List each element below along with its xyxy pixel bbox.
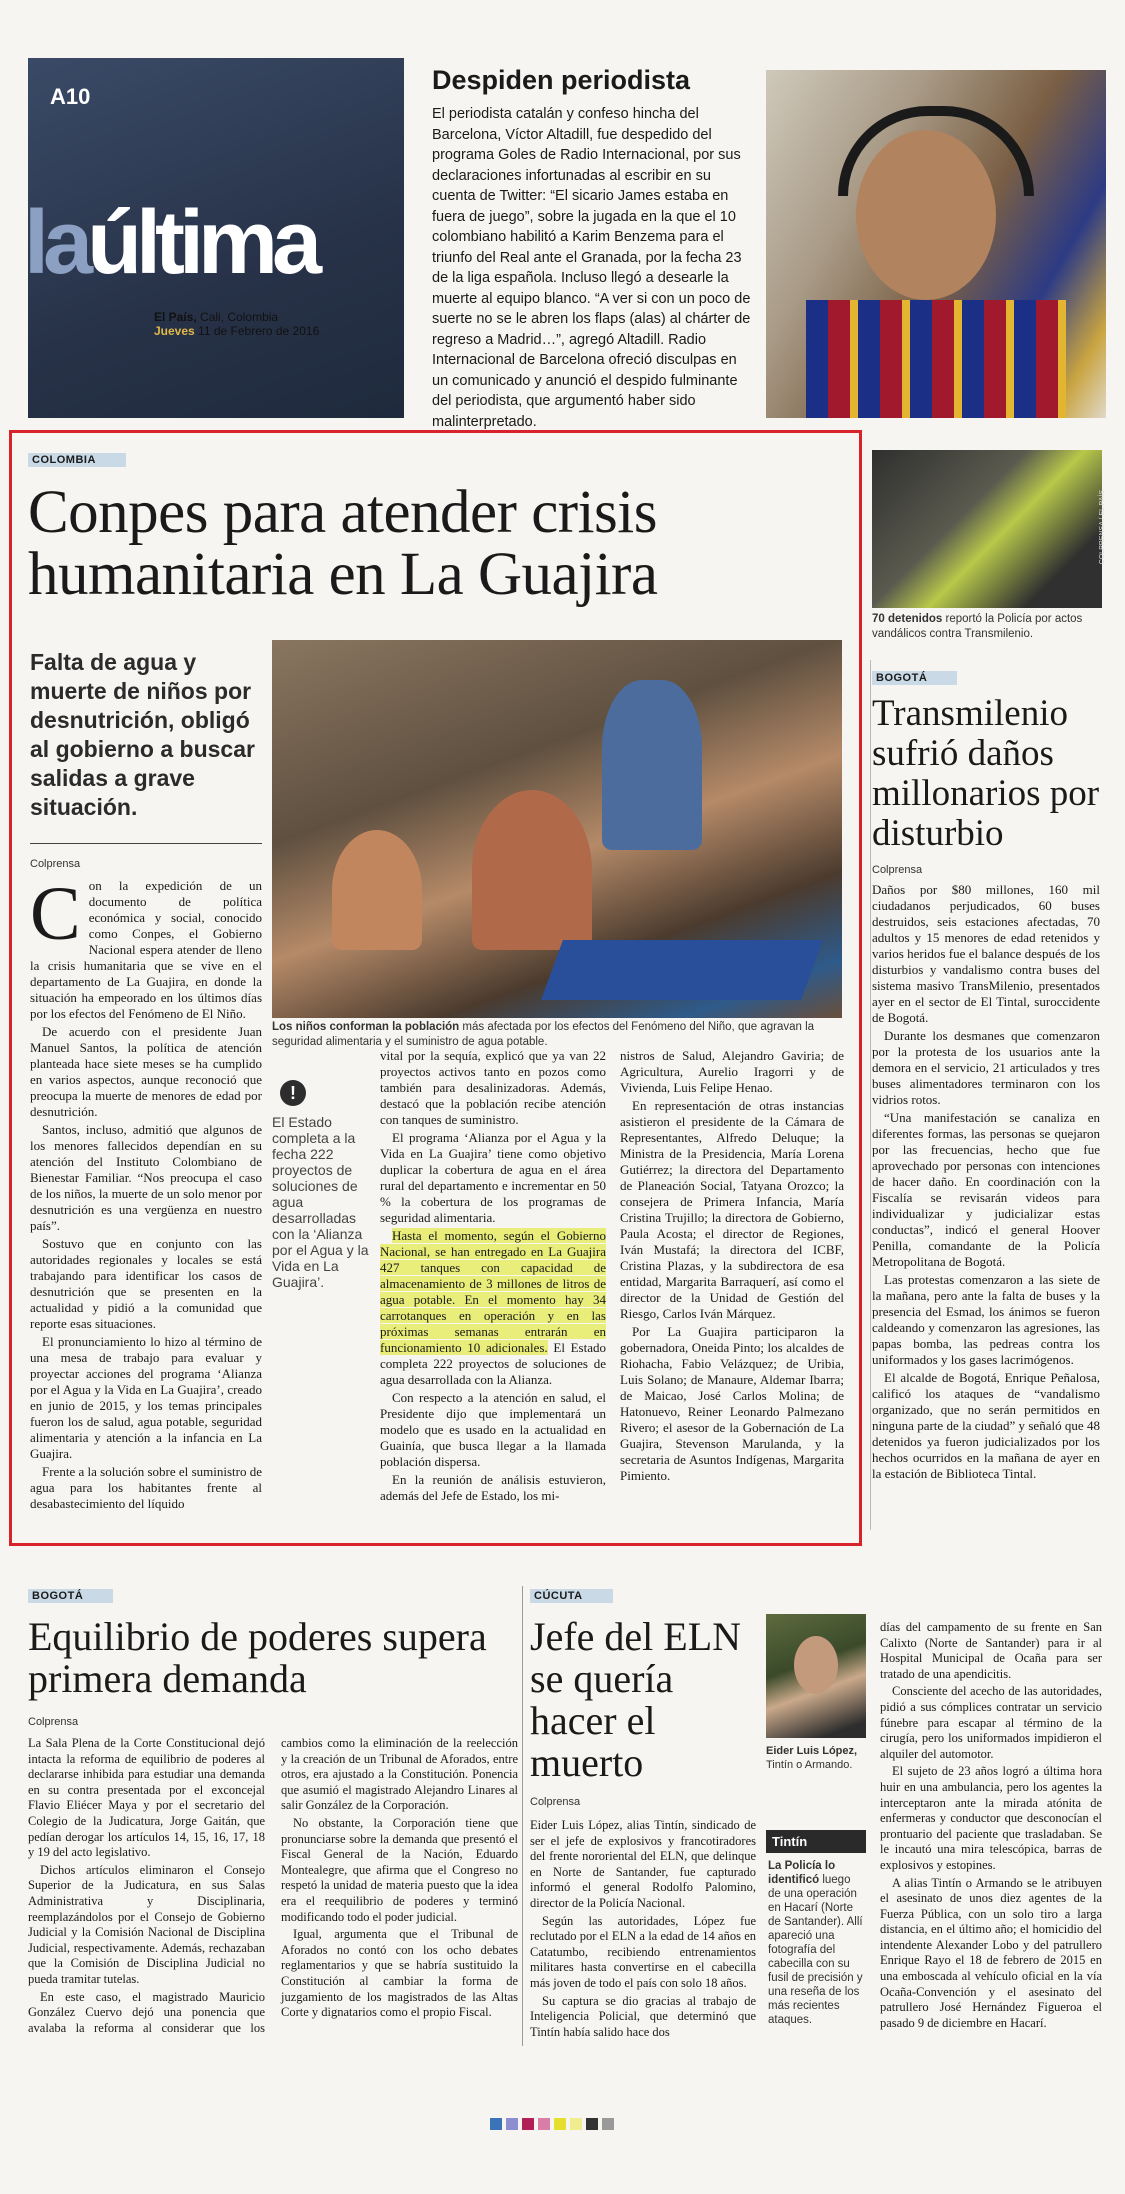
swatch bbox=[490, 2118, 502, 2130]
paragraph: Frente a la solución sobre el suministro de agua para los habitantes frente al desabastecimiento del líquido bbox=[30, 1464, 262, 1511]
paragraph: Dichos artículos eliminaron el Consejo Superior de la Judicatura, en sus Salas Administrativa y Disciplinaria, reemplazándolos por el Consejo de Gobierno Judicial y la Comisión Nacional de Disciplina Judicial, respectivamente. Además, rechazaban que la Comisión de Disciplina Judicial no pueda tramitar tutelas. bbox=[28, 1862, 265, 1986]
transmilenio-byline: Colprensa bbox=[872, 864, 923, 876]
paragraph: No obstante, la Corporación tiene que pronunciarse sobre la demanda que presentó el Fiscal General de la Nación, Eduardo Montealegre, que afirma que el Congreso no respetó la unidad de materia puesto que la idea era el reequilibrio de poderes y terminó modificando todo el poder judicial. bbox=[281, 1815, 518, 1924]
paragraph: Por La Guajira participaron la gobernadora, Oneida Pinto; los alcaldes de Riohacha, Fabio Velázquez; de Uribia, Luis Solano; de Manaure, Aldemar Ibarra; de Maicao, José Carlos Molina; de Hatonuevo, Reiner Leonardo Palmezano Rivero; el asesor de la Gobernación de La Guajira, Stevenson Marulanda, y la secretaria de Asuntos Indígenas, Margarita Pimiento. bbox=[620, 1324, 844, 1483]
infobox-text: luego de una operación en Hacarí (Norte de Santander). Allí apareció una fotografía del cabecilla con su fusil de precisión y una reseña de los más recientes ataques. bbox=[768, 1874, 863, 2026]
kicker-bogota: BOGOTÁ bbox=[872, 671, 957, 685]
paragraph: Las protestas comenzaron a las siete de la mañana, pero ante la falta de buses y la presencia del Esmad, los ánimos se fueron caldeando y comenzaron las agresiones, las papas bomba, las pedreas contra los uniformados y los gases lacrimógenos. bbox=[872, 1272, 1100, 1367]
eln-byline: Colprensa bbox=[530, 1796, 581, 1808]
top-story-photo bbox=[766, 70, 1106, 418]
eln-caption-bold: Eider Luis López, bbox=[766, 1745, 858, 1757]
paper-name: El País, bbox=[154, 310, 197, 324]
color-registration-bar bbox=[490, 2118, 614, 2130]
side-photo-caption-text: reportó la Policía por actos vandálicos contra Transmilenio. bbox=[872, 613, 1083, 640]
eln-headline: Jefe del ELN se quería hacer el muerto bbox=[530, 1614, 742, 1785]
eln-story bbox=[530, 1586, 760, 1784]
top-story bbox=[432, 64, 756, 432]
top-story-title: Despiden periodista bbox=[432, 65, 691, 95]
paragraph: La Sala Plena de la Corte Constitucional dejó intacta la reforma de equilibrio de poderes al declararse inhibida para estudiar una demanda en su contra presentada por el exconcejal Flavio Eliécer Maya y por el secretario del Colegio de la Judicatura, Jorge Gaitán, que pedían derogar los artículos 14, 15, 16, 17, 18 y 19 del acto legislativo. bbox=[28, 1736, 265, 1860]
section-logo-ultima: última bbox=[87, 193, 317, 293]
photo-credit: COLPRENSA / EL PAÍS bbox=[1099, 490, 1106, 565]
main-photo-caption-text: más afectada por los efectos del Fenómeno del Niño, que agravan la seguridad alimentaria y el suministro de agua potable. bbox=[272, 1021, 815, 1048]
equilibrio-story bbox=[28, 1586, 518, 2126]
main-story bbox=[28, 450, 848, 606]
paragraph: nistros de Salud, Alejandro Gaviria; de Agricultura, Aurelio Iragorri y de Vivienda, Luis Felipe Henao. bbox=[620, 1048, 844, 1095]
equilibrio-headline: Equilibrio de poderes supera primera demanda bbox=[28, 1614, 487, 1701]
swatch bbox=[538, 2118, 550, 2130]
city: Cali, Colombia bbox=[200, 310, 279, 324]
paragraph: Con respecto a la atención en salud, el Presidente dijo que implementará un modelo que es usado en la actualidad en Guainía, que busca llegar a la llamada población dispersa. bbox=[380, 1390, 606, 1469]
paragraph: En la reunión de análisis estuvieron, además del Jefe de Estado, los mi- bbox=[380, 1472, 606, 1503]
masthead-dateline bbox=[154, 310, 319, 338]
main-headline: Conpes para atender crisis humanitaria en La Guajira bbox=[28, 479, 658, 608]
paragraph: Igual, argumenta que el Tribunal de Aforados no contó con los ocho debates reglamentarios y que se habría sustituido la Constitución al cambiar la forma de juzgamiento de los magistrados de las Altas Corte y dignatarios como el propio Fiscal. bbox=[281, 1927, 518, 2020]
main-byline: Colprensa bbox=[30, 858, 81, 870]
paragraph: Durante los desmanes que comenzaron por la protesta de los usuarios ante la demora en el servicio, 21 articulados y tres buses alimentadores terminaron con los vidrios rotos. bbox=[872, 1028, 1100, 1107]
main-photo-caption bbox=[272, 1020, 840, 1050]
eln-photo bbox=[766, 1614, 866, 1738]
eln-col-2 bbox=[880, 1620, 1102, 2033]
transmilenio-headline: Transmilenio sufrió daños millonarios por disturbio bbox=[872, 693, 1100, 854]
deck-rule bbox=[30, 843, 262, 844]
side-photo-caption bbox=[872, 612, 1098, 642]
transmilenio-body bbox=[872, 882, 1100, 1482]
section-logo-la: la bbox=[24, 193, 88, 293]
paragraph: Eider Luis López, alias Tintín, sindicado de ser el jefe de explosivos y francotiradores del frente nororiental del ELN, que delinque en Norte de Santander, fue capturado informó el general Rodolfo Palomino, director de la Policía Nacional. bbox=[530, 1818, 756, 1910]
main-lead: on la expedición de un documento de política económica y social, conocido como Conpes, el Gobierno Nacional espera atender de lleno la crisis humanitaria que se vive en el departamento de La Guajira, en donde la situación ha empeorado en los últimos días por los efectos del Fenómeno de El Niño. bbox=[30, 878, 262, 1021]
face bbox=[794, 1636, 838, 1694]
eln-infobox bbox=[766, 1830, 866, 2027]
paragraph: Sostuvo que en conjunto con las autoridades regionales y locales se está trabajando para identificar los casos de desnutrición que se presenten en la actualidad y pidió a la comunidad que reporte esas situaciones. bbox=[30, 1236, 262, 1331]
side-photo bbox=[872, 450, 1106, 608]
column-rule bbox=[870, 660, 871, 1530]
child-figure bbox=[472, 790, 592, 950]
highlighted-paragraph: Hasta el momento, según el Gobierno Nacional, se han entregado en La Guajira 427 tanques con capacidad de almacenamiento de 3 millones de litros de agua potable. En el momento hay 34 carrotanques en operación y en las próximas semanas entrarán en funcionamiento 10 adicionales. El Estado completa 222 proyectos de soluciones de agua desarrollada con la Alianza. bbox=[380, 1228, 606, 1387]
transmilenio-story bbox=[872, 668, 1100, 1484]
top-story-body: El periodista catalán y confeso hincha del Barcelona, Víctor Altadill, fue despedido del programa Goles de Radio Internacional, por sus declaraciones infortunadas al escribir en su cuenta de Twitter: “El sicario James estaba en fuera de juego”, sobre la jugada en la que el 10 colombiano habilitó a Karim Benzema para el triunfo del Real ante el Granada, por la fecha 23 de la liga española. Incluso llegó a desearle la muerte al equipo blanco. “A ver si con un poco de suerte no se le abren los flaps (alas) al chárter de regreso a Madrid…”, agregó Altadill. Radio Internacional de Barcelona ofreció disculpas en un comunicado y anunció el despido fulminante del periodista, que argumentó haber sido malinterpretado. bbox=[432, 106, 751, 430]
masthead bbox=[24, 58, 404, 418]
paragraph: En representación de otras instancias asistieron el presidente de la Cámara de Representantes, Alfredo Deluque; la Ministra de la Presidencia, María Lorena Gutiérrez; la directora del Departamento de Planeación Social, Tatyana Orozco; la consejera de Primera Infancia, María Cristina Trujillo; la directora de Gobierno, Paula Acosta; el director de Regiones, Iván Mustafá; la directora del ICBF, Cristina Plazas, y la subdirectora de esa entidad, Margarita Barraquerí, así como el director de la Unidad de Gestión del Riesgo, Carlos Iván Márquez. bbox=[620, 1098, 844, 1321]
equilibrio-body bbox=[28, 1736, 518, 2126]
infobox-body bbox=[766, 1859, 866, 2027]
swatch bbox=[522, 2118, 534, 2130]
section-logo bbox=[24, 193, 317, 293]
paragraph: El sujeto de 23 años logró a última hora huir en una ambulancia, pero los agentes la interceptaron ante la mirada atónita de enfermeras y conductor que desconocían el prontuario del paciente que trasladaban. Se le incautó una mira telescópica, barras de explosivos y estopines. bbox=[880, 1764, 1102, 1872]
paragraph: En este caso, el magistrado Mauricio González Cuervo dejó una ponencia que avalaba la reforma al considerar que los cambios como la eliminación de la reelección y la creación de un Tribunal de Aforados, entre otros, era ajustado a la Constitución. Ponencia que asumió el magistrado Alejandro Linares al salir González de la Corporación. bbox=[28, 1736, 518, 2035]
paragraph: días del campamento de su frente en San Calixto (Norte de Santander) para ir al Hospital Municipal de Ocaña para ser tratado de una apendicitis. bbox=[880, 1620, 1102, 1681]
main-deck: Falta de agua y muerte de niños por desnutrición, obligó al gobierno a buscar salidas a grave situación. bbox=[30, 649, 255, 820]
woman-figure bbox=[602, 680, 702, 850]
column-rule bbox=[522, 1586, 523, 2046]
infobox-bold: La Policía lo identificó bbox=[768, 1860, 836, 1886]
date: 11 de Febrero de 2016 bbox=[198, 324, 320, 338]
paragraph: Santos, incluso, admitió que algunos de los menores fallecidos dependían en su atención del Instituto Colombiano de Bienestar Familiar. “Nos preocupa el caso de los niños, la muerte de un solo menor por desnutrición es una vergüenza en nuestro país”. bbox=[30, 1122, 262, 1233]
side-photo-caption-bold: 70 detenidos bbox=[872, 613, 943, 625]
fact-sidebar bbox=[272, 1080, 374, 1290]
kicker-cucuta: CÚCUTA bbox=[530, 1589, 613, 1603]
scarf bbox=[806, 300, 1066, 418]
alert-icon: ! bbox=[280, 1080, 306, 1106]
paragraph: El programa ‘Alianza por el Agua y la Vida en La Guajira’ tiene como objetivo duplicar la cobertura de agua en el área rural del departamento e incrementar en 50 % la cobertura de los programas de seguridad alimentaria. bbox=[380, 1130, 606, 1225]
paragraph: vital por la sequía, explicó que ya van 22 proyectos activos tanto en pozos como también para desalinizadoras. Además, destacó que la población recibe atención con tanques de suministro. bbox=[380, 1048, 606, 1127]
kicker-colombia: COLOMBIA bbox=[28, 453, 126, 467]
swatch bbox=[506, 2118, 518, 2130]
swatch bbox=[570, 2118, 582, 2130]
dropcap: C bbox=[30, 872, 81, 956]
paragraph-end: El Estado completa 222 proyectos de soluciones de agua desarrollada con la Alianza. bbox=[380, 1340, 606, 1387]
main-col-1 bbox=[30, 872, 262, 1514]
paragraph: “Una manifestación se canaliza en diferentes formas, las personas se quejaron por las frecuencias, hecho que fue aprovechado por personas con intenciones de hacer daño. En coordinación con la Fiscalía se revisarán videos para individualizar y judicializar estas conductas”, indicó el general Hoover Penilla, comandante de la Policía Metropolitana de Bogotá. bbox=[872, 1110, 1100, 1269]
infobox-title: Tintín bbox=[766, 1830, 866, 1853]
main-col-4 bbox=[620, 1048, 844, 1486]
paragraph: Daños por $80 millones, 160 mil ciudadanos perjudicados, 60 buses destruidos, seis estaciones afectadas, 70 adultos y 15 menores de edad retenidos y varios heridos fue el balance después de los disturbios y vandalismo contra buses del sistema masivo TransMilenio, presentados ayer en el sector de El Tintal, suroccidente de Bogotá. bbox=[872, 882, 1100, 1025]
page-code: A10 bbox=[50, 84, 91, 109]
paragraph: Su captura se dio gracias al trabajo de Inteligencia Policial, que determinó que Tintín había salido hace dos bbox=[530, 1993, 756, 2039]
eln-caption-text: Tintín o Armando. bbox=[766, 1759, 853, 1771]
equilibrio-byline: Colprensa bbox=[28, 1716, 79, 1728]
swatch bbox=[586, 2118, 598, 2130]
fact-text: El Estado completa a la fecha 222 proyectos de soluciones de agua desarrolladas con la ‘Alianza por el Agua y la Vida en La Guajira’. bbox=[272, 1114, 369, 1290]
swatch bbox=[602, 2118, 614, 2130]
paragraph: El alcalde de Bogotá, Enrique Peñalosa, calificó los ataques de “vandalismo organizado, que no serán permitidos en ninguna parte de la ciudad” y señaló que 48 detenidos ya fueron judicializados por los hechos ocurridos en la mañana de ayer en la estación de Biblioteca Tintal. bbox=[872, 1370, 1100, 1481]
kicker-bogota: BOGOTÁ bbox=[28, 1589, 113, 1603]
paragraph: Según las autoridades, López fue reclutado por el ELN a la edad de 14 años en Catatumbo, recibiendo entrenamientos militares hasta convertirse en el cabecilla más joven de todo el país con solo 18 años. bbox=[530, 1913, 756, 1990]
paragraph: De acuerdo con el presidente Juan Manuel Santos, la política de atención planteada hace siete meses se ha cumplido en varios aspectos, aunque reconoció que preocupa la muerte de menores de edad por desnutrición. bbox=[30, 1024, 262, 1119]
eln-col-1 bbox=[530, 1818, 756, 2042]
child-figure bbox=[332, 830, 422, 950]
table-blue bbox=[541, 940, 823, 1000]
main-photo-caption-bold: Los niños conforman la población bbox=[272, 1021, 460, 1033]
eln-photo-caption bbox=[766, 1744, 870, 1772]
main-photo bbox=[272, 640, 842, 1018]
paragraph: El pronunciamiento lo hizo al término de una mesa de trabajo para evaluar y proyectar acciones del programa ‘Alianza por el Agua y la Vida en La Guajira’, creado en junio de 2015, y los temas principales fueron los de salud, agua potable, seguridad alimentaria y atención a la infancia en La Guajira. bbox=[30, 1334, 262, 1461]
swatch bbox=[554, 2118, 566, 2130]
headphones bbox=[838, 106, 1034, 196]
main-col-3 bbox=[380, 1048, 606, 1506]
weekday: Jueves bbox=[154, 324, 195, 338]
paragraph: Consciente del acecho de las autoridades, pidió a sus cómplices contratar un servicio fúnebre para escapar al término de la cirugía, pero los uniformados impidieron el alquiler del automotor. bbox=[880, 1684, 1102, 1761]
paragraph: A alias Tintín o Armando se le atribuyen el asesinato de unos diez agentes de la Fuerza Pública, con un solo tiro a larga distancia, en el último año; el homicidio del intendente Alexander Lobo y del patrullero Enrique Rayo el 18 de febrero de 2015 en una emboscada al vehículo oficial en la vía Ocaña-Convención y el asesinato del patrullero José Hernández Figueroa el pasado 9 de diciembre en Hacarí. bbox=[880, 1875, 1102, 2030]
